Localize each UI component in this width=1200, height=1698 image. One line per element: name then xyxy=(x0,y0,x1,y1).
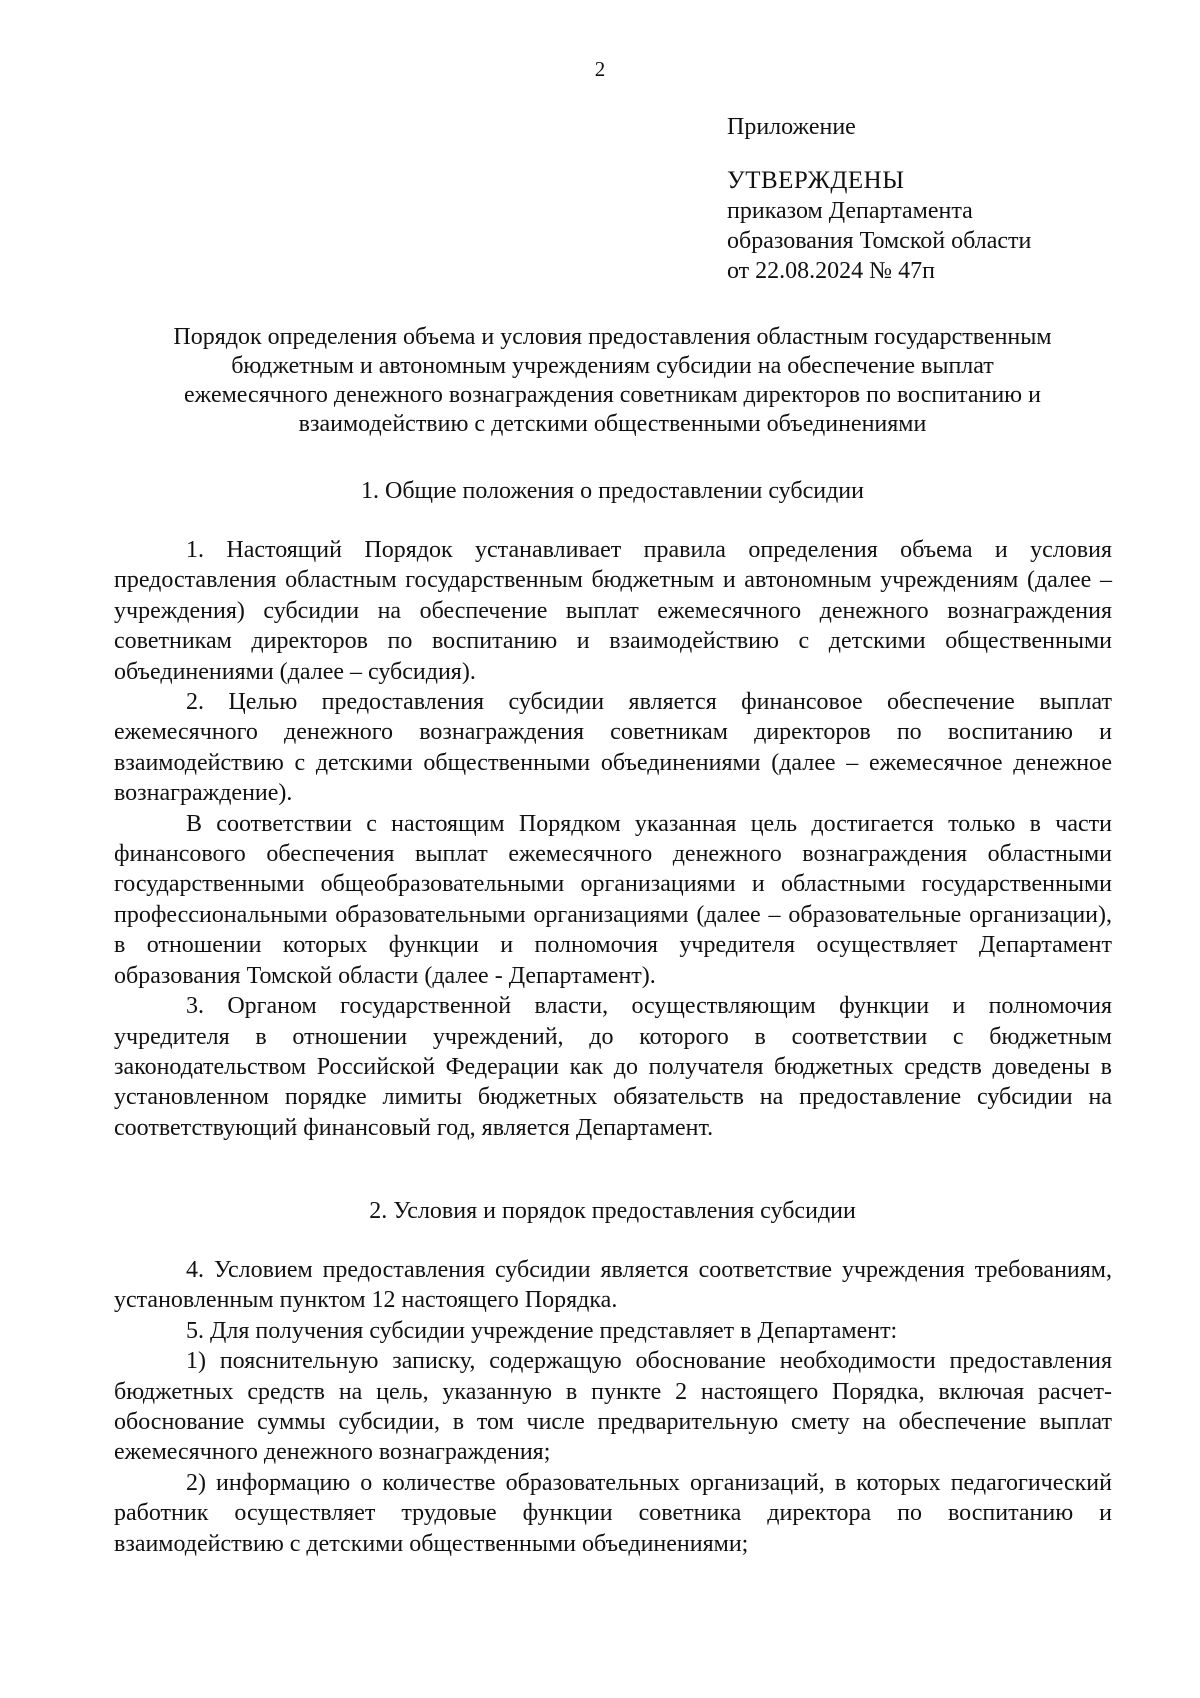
document-title-line: бюджетным и автономным учреждениям субсидии на обеспечение выплат xyxy=(231,353,994,379)
document-title-line: ежемесячного денежного вознаграждения советникам директоров по воспитанию и xyxy=(184,382,1041,408)
document-title-line: взаимодействию с детскими общественными объединениями xyxy=(298,411,927,437)
paragraph-4: 4. Условием предоставления субсидии является соответствие учреждения требованиям, установленным пунктом 12 настоящего Порядка. xyxy=(114,1257,1112,1314)
paragraph-2: 2. Целью предоставления субсидии является финансовое обеспечение выплат ежемесячного денежного вознаграждения советникам директоров по воспитанию и взаимодействию с детскими общественными объединениями (далее – ежемесячное денежное вознаграждение). xyxy=(114,689,1112,807)
section-2-heading: 2. Условия и порядок предоставления субсидии xyxy=(369,1198,856,1224)
paragraph-5-item-1: 1) пояснительную записку, содержащую обоснование необходимости предоставления бюджетных средств на цель, указанную в пункте 2 настоящего Порядка, включая расчет-обоснование суммы субсидии, в том числе предварительную смету на обеспечение выплат ежемесячного денежного вознаграждения; xyxy=(114,1348,1112,1466)
approved-heading: УТВЕРЖДЕНЫ xyxy=(727,167,905,194)
paragraph-3: 3. Органом государственной власти, осуществляющим функции и полномочия учредителя в отношении учреждений, до которого в соответствии с бюджетным законодательством Российской Федерации как до получателя бюджетных средств доведены в установленном порядке лимиты бюджетных обязательств на предоставление субсидии на соответствующий финансовый год, является Департамент. xyxy=(114,993,1112,1141)
document-title-line: Порядок определения объема и условия предоставления областным государственным xyxy=(173,324,1052,350)
section-2-body xyxy=(114,1255,1112,1559)
page-number: 2 xyxy=(594,57,606,81)
approval-line-date: от 22.08.2024 № 47п xyxy=(727,258,935,284)
paragraph-2-continued: В соответствии с настоящим Порядком указанная цель достигается только в части финансового обеспечения выплат ежемесячного денежного вознаграждения областными государственными общеобразовательными организациями и областными государственными профессиональными образовательными организациями (далее – образовательные организации), в отношении которых функции и полномочия учредителя осуществляет Департамент образования Томской области (далее - Департамент). xyxy=(114,810,1112,989)
document-title xyxy=(110,323,1115,439)
appendix-label: Приложение xyxy=(727,114,856,140)
section-1-heading: 1. Общие положения о предоставлении субсидии xyxy=(361,478,864,504)
paragraph-5: 5. Для получения субсидии учреждение представляет в Департамент: xyxy=(186,1317,898,1344)
approval-line-department: образования Томской области xyxy=(727,228,1032,254)
paragraph-1: 1. Настоящий Порядок устанавливает правила определения объема и условия предоставления областным государственным бюджетным и автономным учреждениям (далее – учреждения) субсидии на обеспечение выплат ежемесячного денежного вознаграждения советникам директоров по воспитанию и взаимодействию с детскими общественными объединениями (далее – субсидия). xyxy=(114,537,1112,685)
paragraph-5-item-2: 2) информацию о количестве образовательных организаций, в которых педагогический работник осуществляет трудовые функции советника директора по воспитанию и взаимодействию с детскими общественными объединениями; xyxy=(114,1469,1112,1557)
approval-block xyxy=(727,112,1031,286)
section-1-body xyxy=(114,535,1112,1143)
approval-line-order: приказом Департамента xyxy=(727,198,973,224)
